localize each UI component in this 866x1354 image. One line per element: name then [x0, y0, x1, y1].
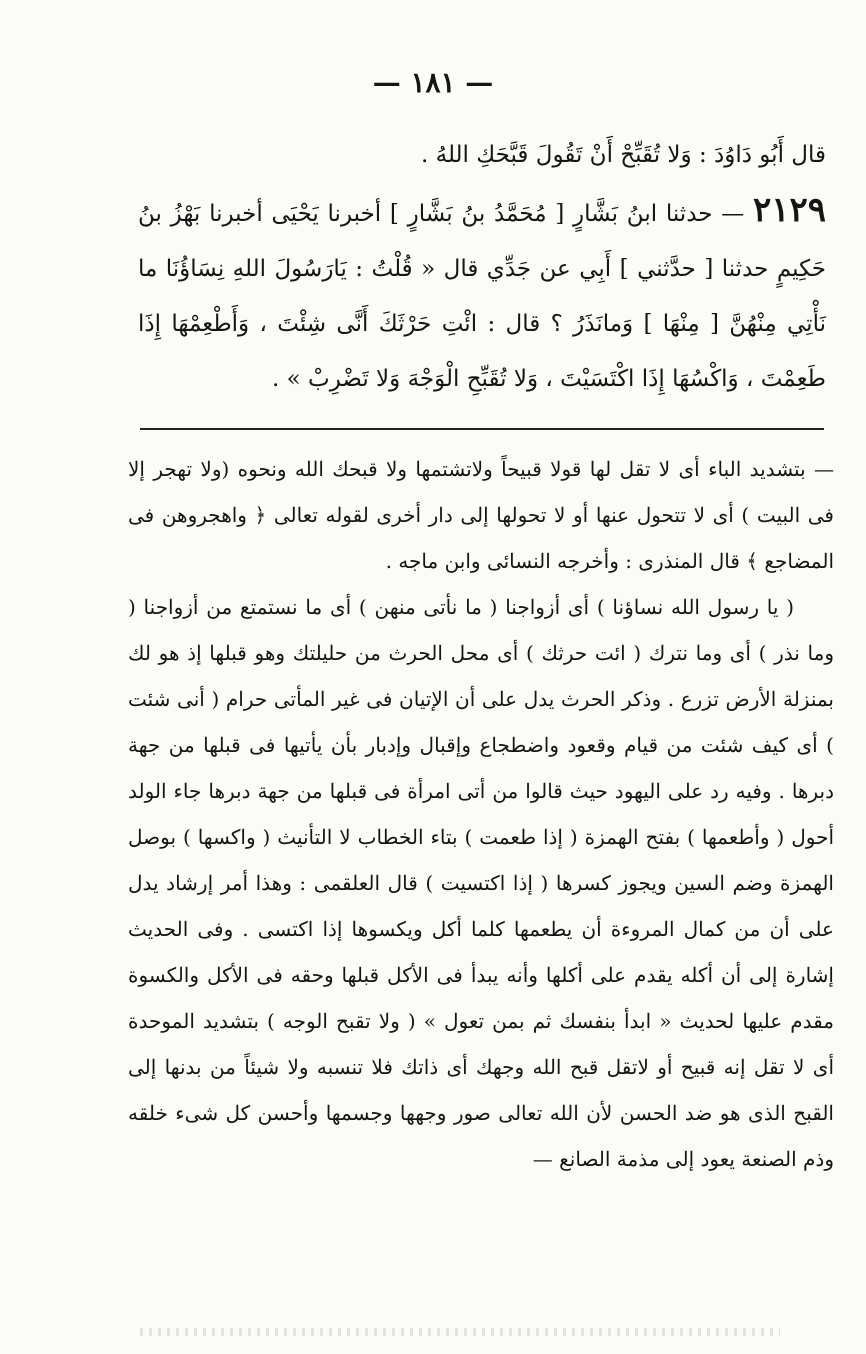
- hadith-text: — حدثنا ابنُ بَشَّارٍ [ مُحَمَّدُ بنُ بَشَّارٍ ] أخبرنا يَحْيَى أخبرنا بَهْزُ بنُ حَكِيمٍ حدثنا [ حدَّثني ] أَبِي عن جَدِّي قال « قُلْتُ : يَارَسُولَ اللهِ نِسَاؤُنَا ما نَأْتِي مِنْهُنَّ [ مِنْهَا ] وَمانَذَرُ ؟ قال : ائْتِ حَرْثَكَ أَنَّى شِئْتَ ، وَأَطْعِمْهَا إِذَا طَعِمْتَ ، وَاكْسُهَا إِذَا اكْتَسَيْتَ ، وَلا تُقَبِّحِ الْوَجْهَ وَلا تَضْرِبْ » .: [138, 201, 826, 392]
- hadith-number: ٢١٢٩: [752, 190, 827, 230]
- abu-dawud-remark: قال أَبُو دَاوُدَ : وَلا تُقَبِّحْ أَنْ تَقُولَ قَبَّحَكِ اللهُ .: [420, 142, 826, 168]
- page-number: — ١٨١ —: [372, 66, 494, 99]
- hadith-main-text: [138, 128, 826, 407]
- commentary-paragraph-2: ( يا رسول الله نساؤنا ) أى أزواجنا ( ما نأتى منهن ) أى ما نستمتع من أزواجنا ( وما نذر ) أى وما نترك ( ائت حرثك ) أى محل الحرث من حليلتك وهو قبلها إذ هو لك بمنزلة الأرض تزرع . وذكر الحرث يدل على أن الإتيان فى غير المأتى حرام ( أنى شئت ) أى كيف شئت من قيام وقعود واضطجاع وإقبال وإدبار بأن يأتيها فى قبلها من جهة دبرها . وفيه رد على اليهود حيث قالوا من أتى امرأة فى قبلها من جهة دبرها جاء الولد أحول ( وأطعمها ) بفتح الهمزة ( إذا طعمت ) بتاء الخطاب لا التأنيث ( واكسها ) بوصل الهمزة وضم السين ويجوز كسرها ( إذا اكتسيت ) قال العلقمى : وهذا أمر إرشاد يدل على أن من كمال المروءة أن يطعمها كلما أكل ويكسوها إذا اكتسى . وفى الحديث إشارة إلى أن أكله يقدم على أكلها وأنه يبدأ فى الأكل قبلها وحقه فى الأكل والكسوة مقدم عليها لحديث « ابدأ بنفسك ثم بمن تعول » ( ولا تقبح الوجه ) بتشديد الموحدة أى لا تقل إنه قبيح أو لاتقل قبح الله وجهك أى ذاتك فلا تنسبه ولا شيئاً من بدنها إلى القبح الذى هو ضد الحسن لأن الله تعالى صور وجهها وجسمها وأحسن كل شىء خلقه وذم الصنعة يعود إلى مذمة الصانع —: [128, 595, 834, 1171]
- commentary-block: [128, 446, 834, 1182]
- commentary-paragraph-1: — بتشديد الباء أى لا تقل لها قولا قبيحاً ولاتشتمها ولا قبحك الله ونحوه (ولا تهجر إلا فى البيت ) أى لا تتحول عنها أو لا تحولها إلى دار أخرى لقوله تعالى ﴿ واهجروهن فى المضاجع ﴾ قال المنذرى : وأخرجه النسائى وابن ماجه .: [128, 457, 834, 573]
- footnote-divider: [140, 428, 824, 430]
- scan-artifact: [140, 1328, 780, 1336]
- hadith-paragraph: [138, 183, 826, 407]
